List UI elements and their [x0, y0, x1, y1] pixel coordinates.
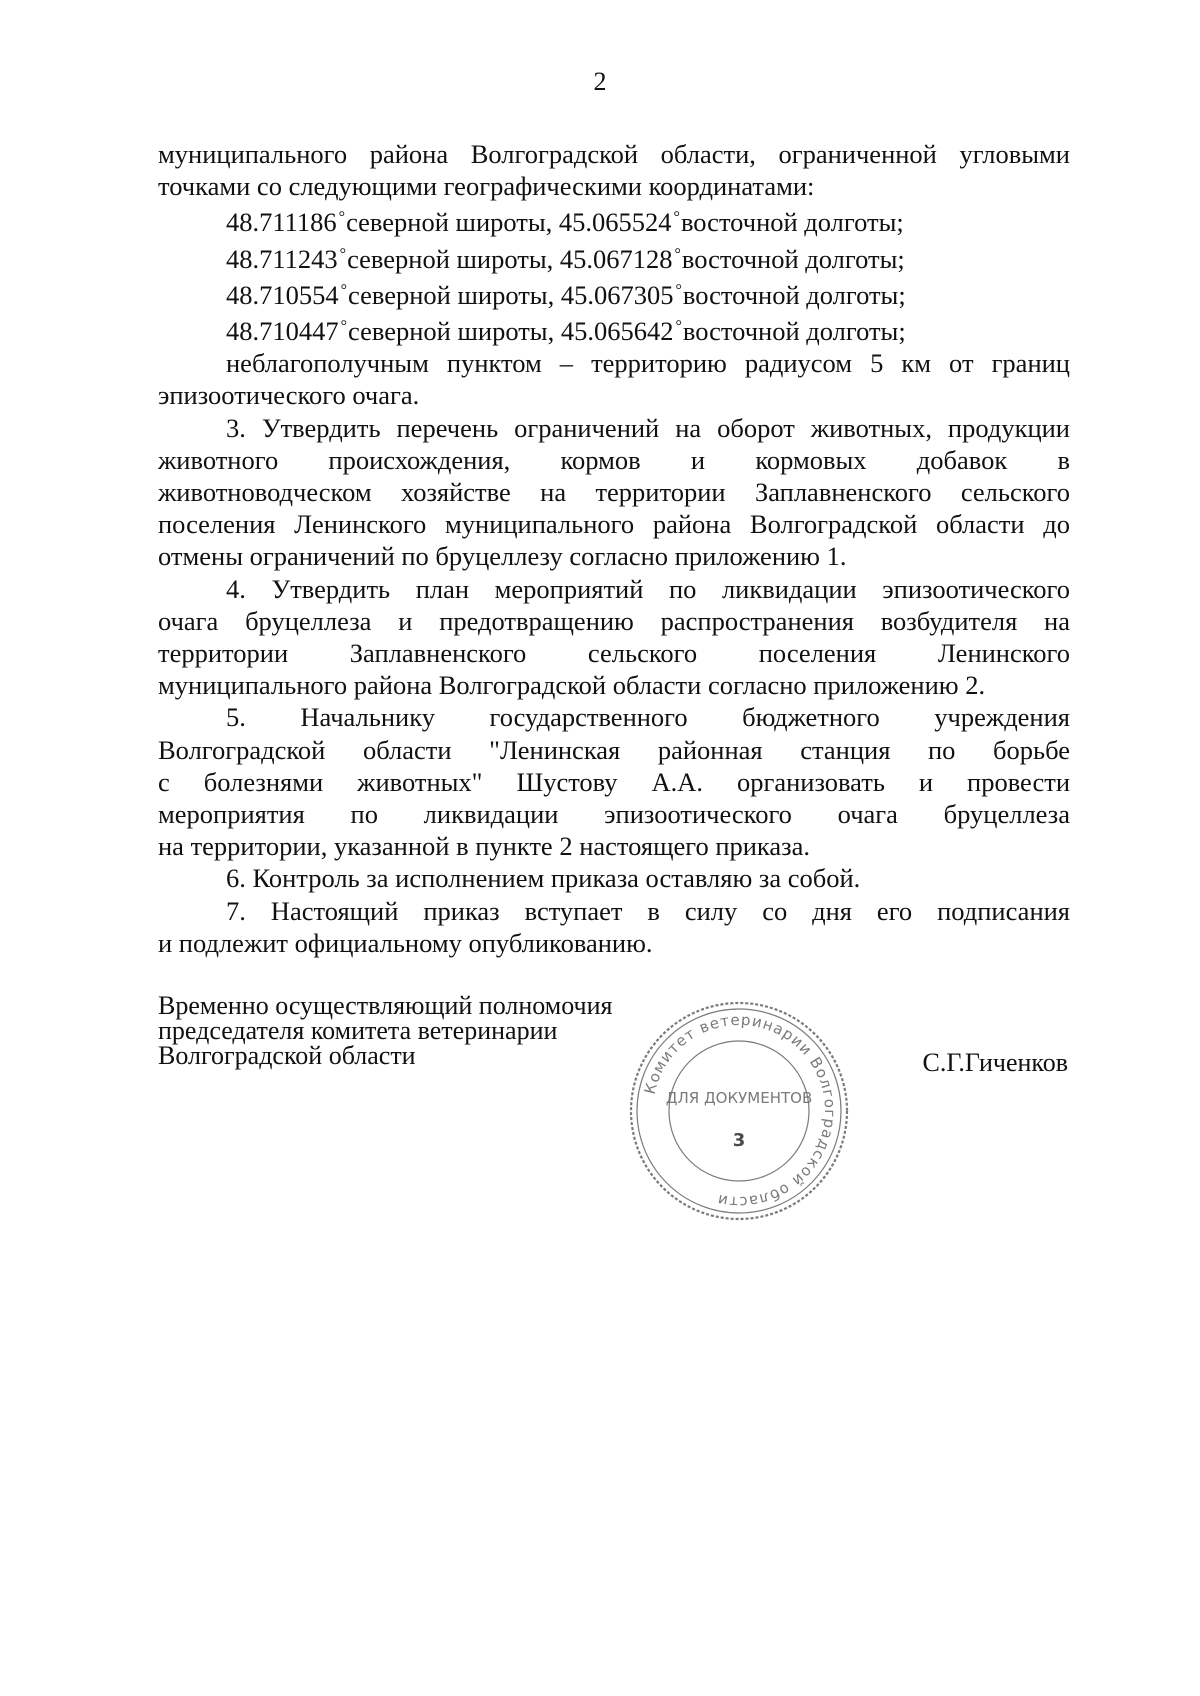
latitude-value: 48.711186 — [226, 207, 337, 238]
latitude-value: 48.711243 — [226, 243, 338, 274]
item-5-line: 5. Начальнику государственного бюджетного учреждения — [226, 702, 1070, 733]
item-3-line: животноводческом хозяйстве на территории Заплавненского сельского — [158, 477, 1070, 508]
degree-sign: ° — [340, 281, 348, 299]
item-3-line: 3. Утвердить перечень ограничений на оборот животных, продукции — [226, 412, 1070, 443]
latitude-value: 48.710554 — [226, 279, 339, 310]
coordinate-line — [158, 275, 1070, 311]
page-number: 2 — [593, 67, 607, 96]
north-label: северной широты, — [348, 279, 561, 310]
longitude-value: 45.065524 — [558, 207, 672, 238]
item-4-line: 4. Утвердить план мероприятий по ликвидации эпизоотического — [226, 573, 1070, 604]
signatory-title-line: председателя комитета ветеринарии — [158, 1016, 558, 1045]
signatory-title — [158, 993, 658, 1068]
east-label: восточной долготы — [680, 207, 897, 238]
intro-line-2: точками со следующими географическими координатами: — [158, 171, 815, 202]
item-5-line: с болезнями животных" Шустову А.А. организовать и провести — [158, 766, 1070, 797]
unfavorable-line-2: эпизоотического очага. — [158, 380, 420, 411]
degree-sign: ° — [340, 318, 348, 336]
item-3-line: отмены ограничений по бруцеллезу согласно приложению 1. — [158, 541, 847, 572]
official-seal — [626, 998, 852, 1224]
unfavorable-line-1: неблагополучным пунктом – территорию радиусом 5 км от границ — [226, 348, 1070, 379]
item-4-line: очага бруцеллеза и предотвращению распространения возбудителя на — [158, 605, 1070, 636]
line-end: ; — [897, 243, 905, 274]
degree-sign: ° — [673, 209, 680, 227]
east-label: восточной долготы — [682, 316, 899, 347]
north-label: северной широты, — [347, 243, 560, 274]
signatory-title-line: Волгоградской области — [158, 1041, 416, 1070]
item-3-line: животного происхождения, кормов и кормовых добавок в — [158, 444, 1070, 475]
item-5-line: на территории, указанной в пункте 2 настоящего приказа. — [158, 831, 811, 862]
item-4-line: территории Заплавненского сельского поселения Ленинского — [158, 638, 1070, 669]
north-label: северной широты, — [346, 207, 559, 238]
east-label: восточной долготы — [681, 243, 898, 274]
line-end: ; — [898, 316, 906, 347]
coordinate-line — [158, 239, 1070, 275]
item-4-line: муниципального района Волгоградской области согласно приложению 2. — [158, 670, 986, 701]
longitude-value: 45.067305 — [560, 279, 674, 310]
item-3-line: поселения Ленинского муниципального района Волгоградской области до — [158, 509, 1070, 540]
document-body — [158, 138, 1070, 959]
line-end: ; — [896, 207, 904, 238]
item-6: 6. Контроль за исполнением приказа оставляю за собой. — [226, 863, 861, 894]
degree-sign: ° — [675, 318, 682, 336]
longitude-value: 45.065642 — [560, 316, 674, 347]
degree-sign: ° — [674, 245, 681, 263]
item-7-line: и подлежит официальному опубликованию. — [158, 927, 653, 958]
seal-center-text: ДЛЯ ДОКУМЕНТОВ — [665, 1089, 813, 1107]
north-label: северной широты, — [348, 316, 561, 347]
line-end: ; — [898, 279, 906, 310]
degree-sign: ° — [675, 281, 682, 299]
coordinate-line — [158, 311, 1070, 347]
signatory-title-line: Временно осуществляющий полномочия — [158, 991, 613, 1020]
item-5-line: мероприятия по ликвидации эпизоотического очага бруцеллеза — [158, 799, 1070, 830]
latitude-value: 48.710447 — [226, 316, 339, 347]
intro-line-1: муниципального района Волгоградской области, ограниченной угловыми — [158, 139, 1070, 169]
item-5-line: Волгоградской области "Ленинская районная станция по борьбе — [158, 734, 1070, 765]
longitude-value: 45.067128 — [559, 243, 673, 274]
degree-sign: ° — [339, 245, 347, 263]
seal-number: 3 — [732, 1130, 746, 1151]
degree-sign: ° — [338, 209, 346, 227]
signatory-name: С.Г.Гиченков — [922, 1048, 1068, 1077]
coordinate-line — [158, 202, 1070, 238]
seal-outer-text: Комитет ветеринарии Волгоградской области — [640, 1010, 840, 1212]
east-label: восточной долготы — [682, 279, 899, 310]
item-7-line: 7. Настоящий приказ вступает в силу со дня его подписания — [226, 895, 1070, 926]
